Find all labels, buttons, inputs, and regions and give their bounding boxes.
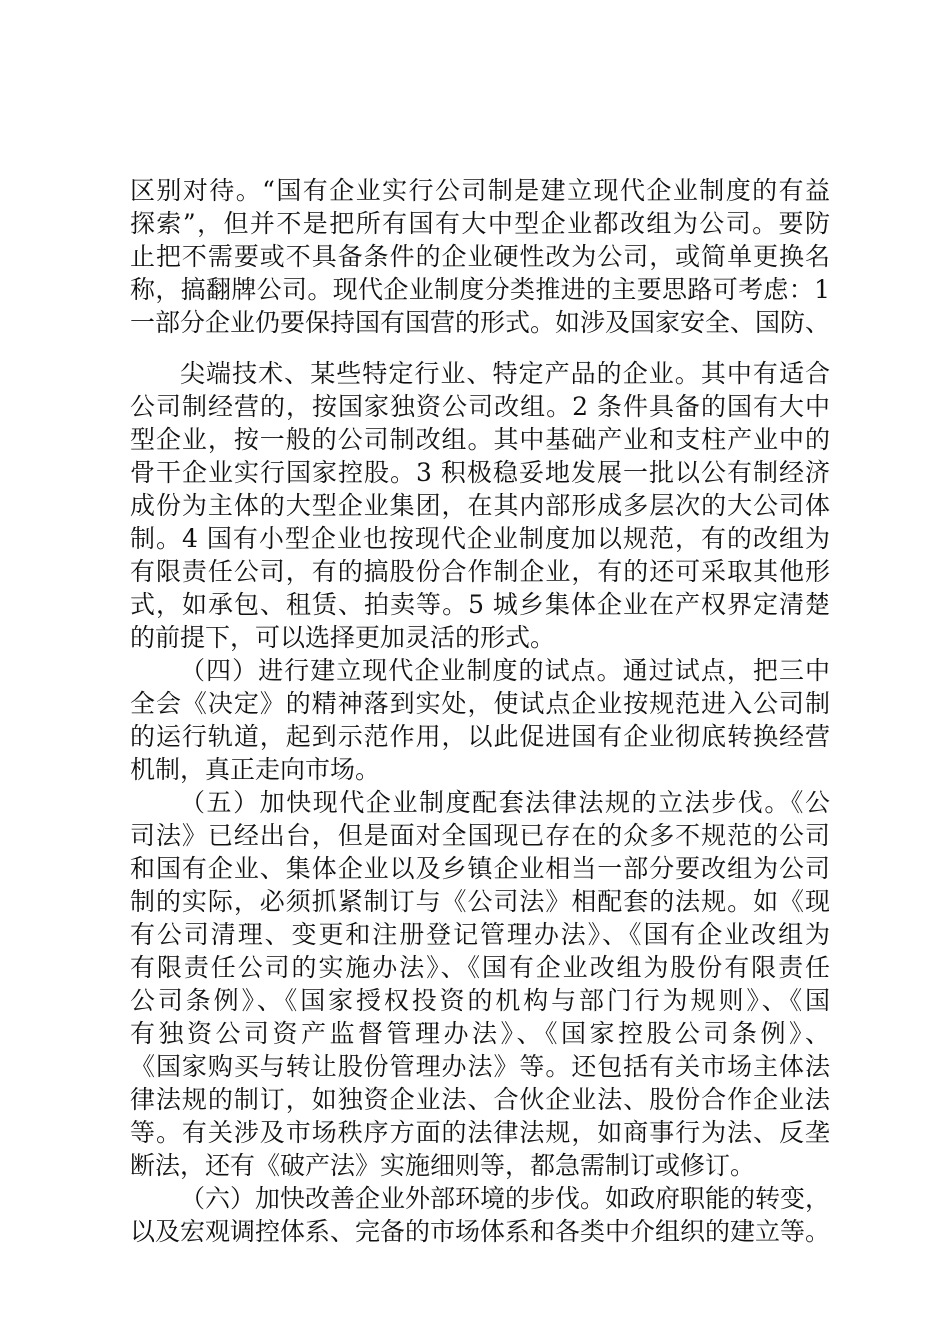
text-block-main [130,357,830,1248]
text-line: 有独资公司资产监督管理办法》、《国家控股公司条例》、 [130,1019,830,1048]
text-line: 式，如承包、租赁、拍卖等。5 城乡集体企业在产权界定清楚 [130,590,830,619]
text-line: 称，搞翻牌公司。现代企业制度分类推进的主要思路可考虑：1 [130,275,830,304]
text-line: 一部分企业仍要保持国有国营的形式。如涉及国家安全、国防、 [130,308,831,337]
text-line: 探索”，但并不是把所有国有大中型企业都改组为公司。要防 [130,209,830,238]
text-line: 等。有关涉及市场秩序方面的法律法规，如商事行为法、反垄 [130,1118,830,1147]
text-line: 公司条例》、《国家授权投资的机构与部门行为规则》、《国 [130,986,830,1015]
text-line: 制。4 国有小型企业也按现代企业制度加以规范，有的改组为 [130,524,830,553]
text-line: 《国家购买与转让股份管理办法》等。还包括有关市场主体法 [130,1052,830,1081]
text-line: 公司制经营的，按国家独资公司改组。2 条件具备的国有大中 [130,392,830,421]
text-line: 全会《决定》的精神落到实处，使试点企业按规范进入公司制 [130,689,830,718]
paragraph-heading-5: （五）加快现代企业制度配套法律法规的立法步伐。《公 [180,788,830,817]
text-line: 律法规的制订，如独资企业法、合伙企业法、股份合作企业法 [130,1085,830,1114]
text-line: 机制，真正走向市场。 [130,755,381,784]
text-line: 型企业，按一般的公司制改组。其中基础产业和支柱产业中的 [130,425,830,454]
text-line: 司法》已经出台，但是面对全国现已存在的众多不规范的公司 [130,821,830,850]
text-line: 有限责任公司，有的搞股份合作制企业，有的还可采取其他形 [130,557,830,586]
text-line: 骨干企业实行国家控股。3 积极稳妥地发展一批以公有制经济 [130,458,830,487]
text-line: 有限责任公司的实施办法》、《国有企业改组为股份有限责任 [130,953,830,982]
text-line: 的前提下，可以选择更加灵活的形式。 [130,623,556,652]
text-line: 和国有企业、集体企业以及乡镇企业相当一部分要改组为公司 [130,854,830,883]
text-line: 以及宏观调控体系、完备的市场体系和各类中介组织的建立等。 [130,1217,831,1246]
text-line: 有公司清理、变更和注册登记管理办法》、《国有企业改组为 [130,920,830,949]
paragraph-heading-4: （四）进行建立现代企业制度的试点。通过试点，把三中 [180,656,830,685]
text-line: 区别对待。“国有企业实行公司制是建立现代企业制度的有益 [130,176,830,205]
text-line: 的运行轨道，起到示范作用，以此促进国有企业彻底转换经营 [130,722,830,751]
text-line: 断法，还有《破产法》实施细则等，都急需制订或修订。 [130,1151,756,1180]
text-line: 止把不需要或不具备条件的企业硬性改为公司，或简单更换名 [130,242,830,271]
text-line: 制的实际，必须抓紧制订与《公司法》相配套的法规。如《现 [130,887,830,916]
text-line: 尖端技术、某些特定行业、特定产品的企业。其中有适合 [180,359,830,388]
text-line: 成份为主体的大型企业集团，在其内部形成多层次的大公司体 [130,491,830,520]
text-block-top [130,174,830,339]
paragraph-heading-6: （六）加快改善企业外部环境的步伐。如政府职能的转变， [180,1184,831,1213]
